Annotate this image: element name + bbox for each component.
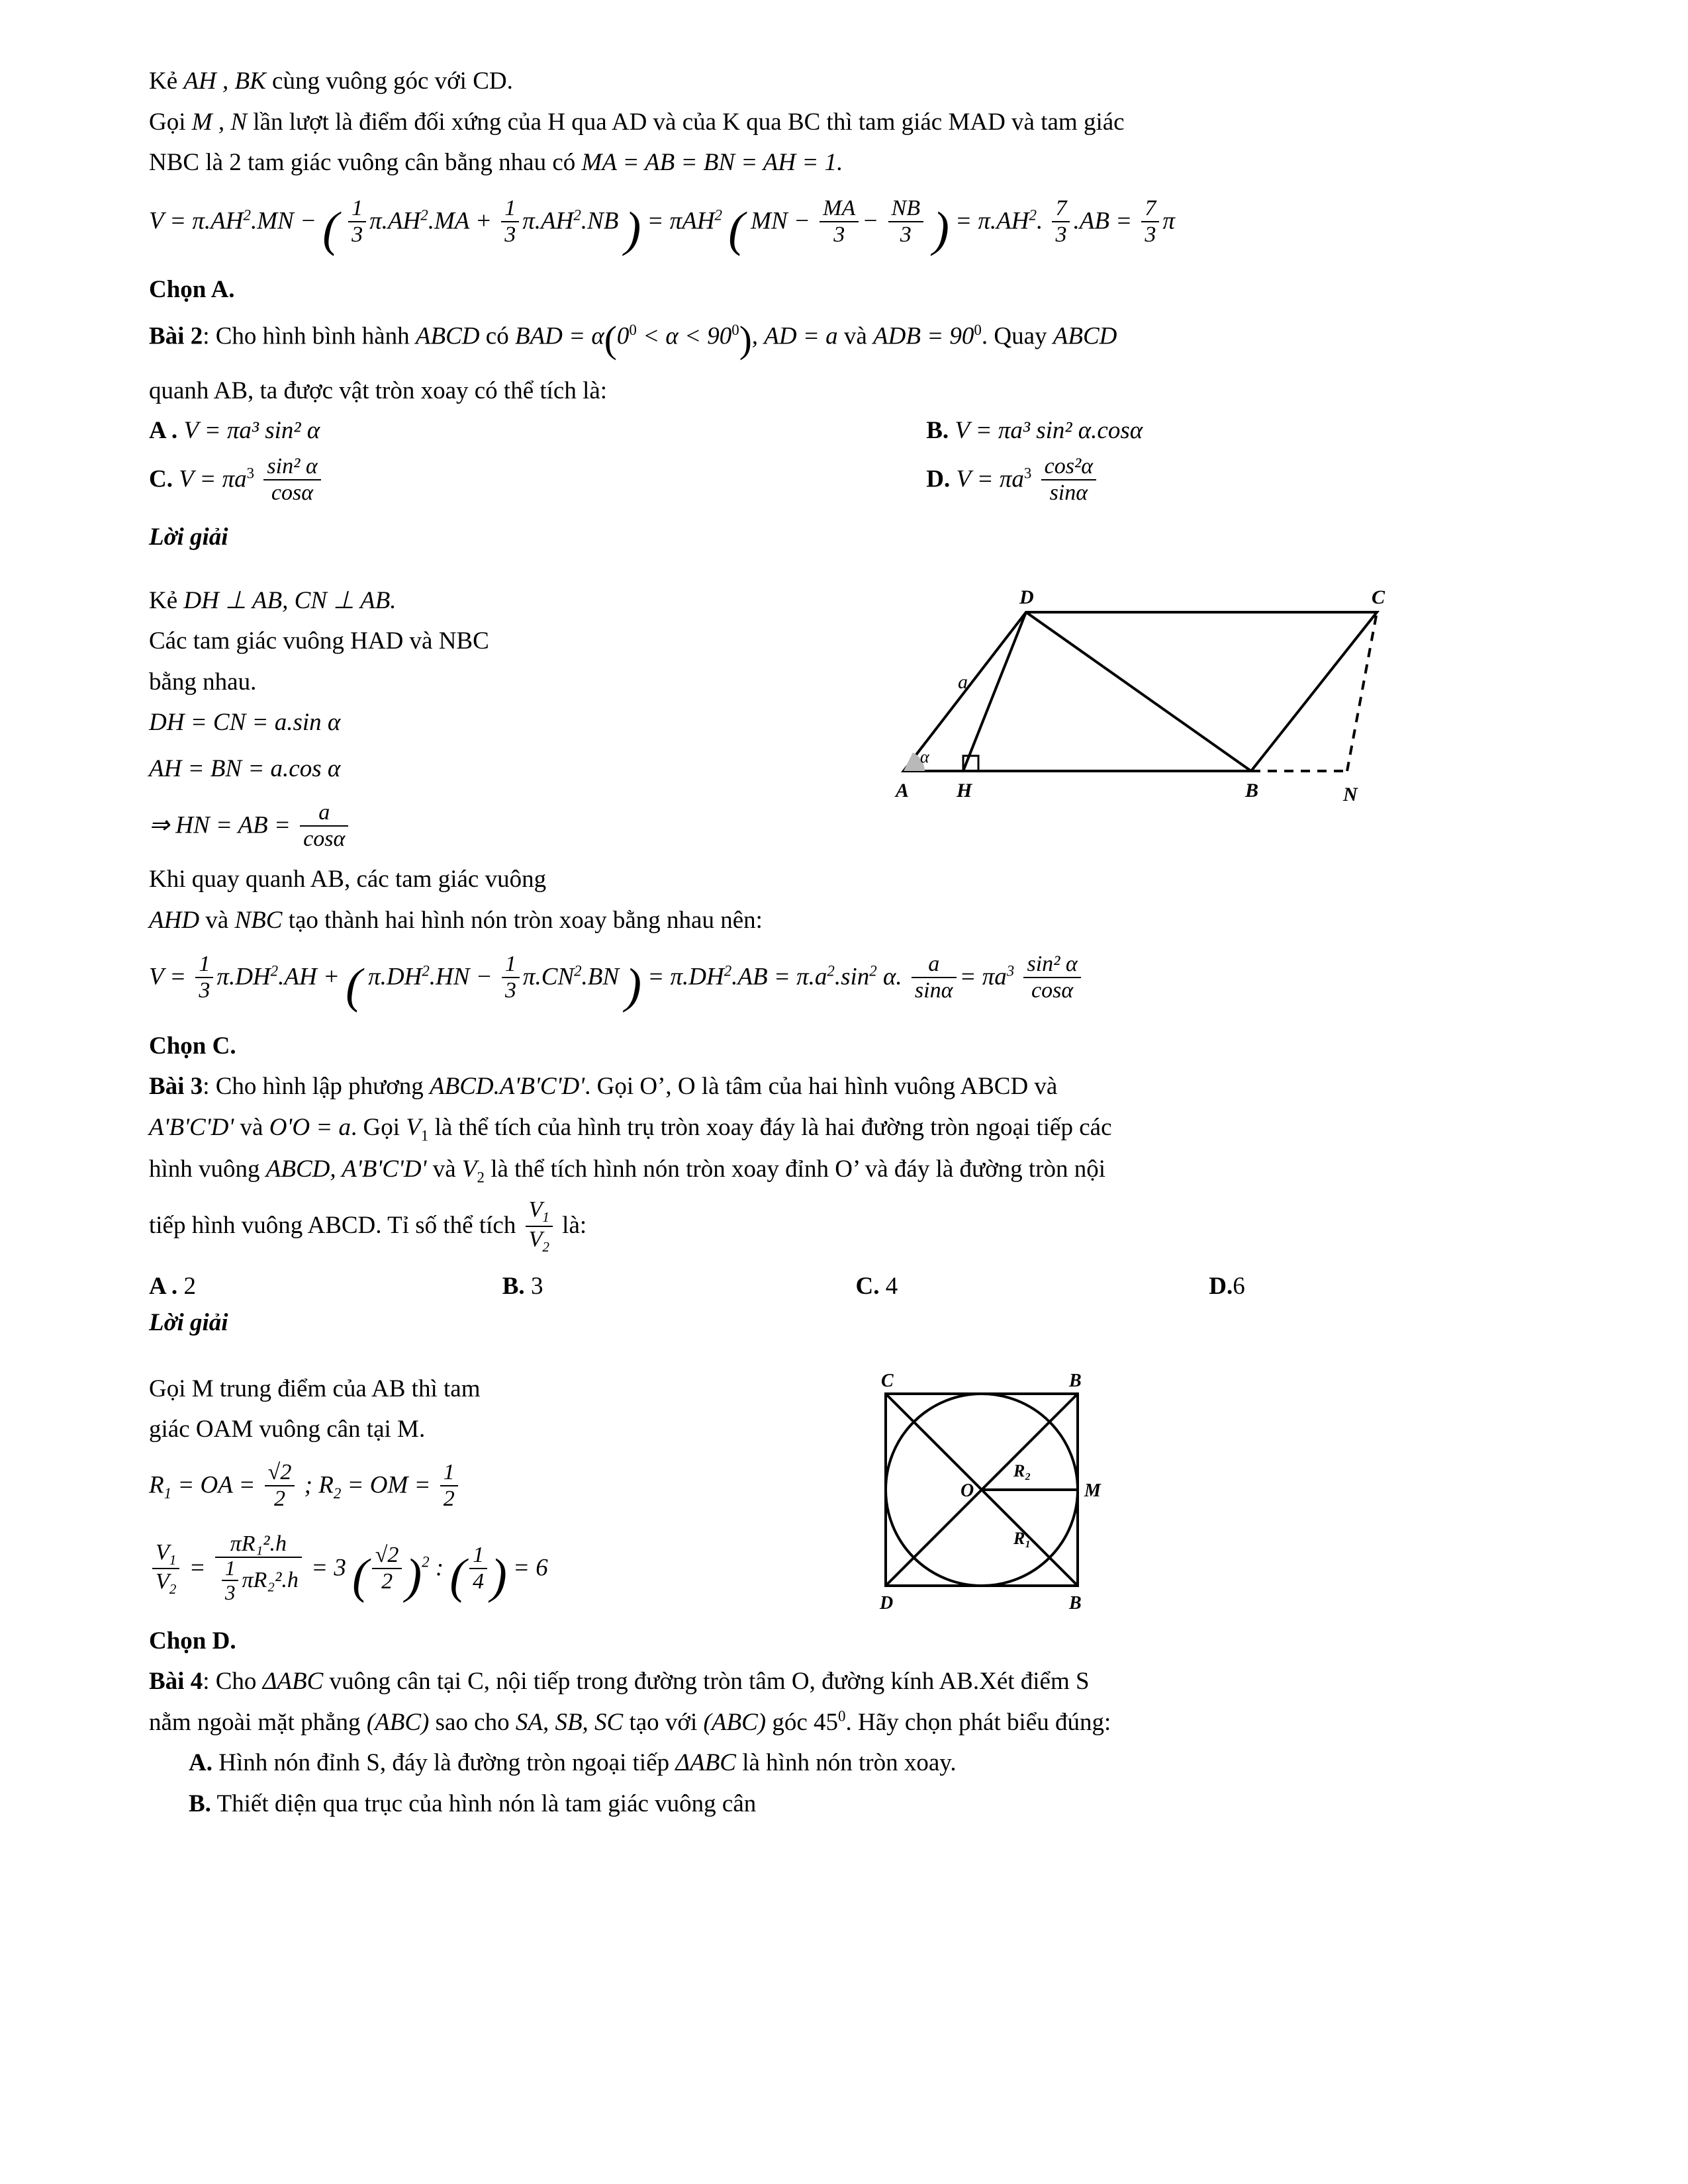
fig2-label-C: C	[880, 1370, 894, 1391]
sol3-big-frac: πR₁².h $\frac{1}{3}$ πR₂².h	[215, 1531, 302, 1606]
bai2-statement: Bài 2: Cho hình bình hành ABCD có BAD = $\alpha(0^0 < \alpha < 90^0)$, AD = a và ADB = $90^0$. Quay ABCD	[149, 319, 1117, 361]
choose-d: Chọn D.	[149, 1627, 236, 1655]
intro-line-1-math: AH , BK	[183, 68, 266, 95]
bai2-c-frac: $\frac{\text{sin² α}}{\cos\alpha}$	[263, 454, 320, 506]
intro-line-3-math: MA = AB = BN = AH = 1.	[581, 149, 843, 176]
intro-line-1-post: cùng vuông góc với CD.	[265, 68, 513, 95]
eq1-paren-open: (	[322, 203, 339, 257]
sol2-frac-a-cos: $\frac{a}{\cos\alpha}$	[300, 800, 348, 852]
eq1-pi: π	[1162, 207, 1175, 235]
bai4-statement-1: Bài 4: Cho ΔABC vuông cân tại C, nội tiếp trong đường tròn tâm O, đường kính AB.Xét điểm S	[149, 1668, 1090, 1696]
intro-line-2-math: M , N	[191, 108, 247, 136]
bai2-choices-ab	[149, 416, 1562, 445]
sol2-line-4: DH = CN = a.sin α	[149, 709, 341, 737]
solution-3-block	[149, 1371, 1562, 1619]
sol3-vratio: $\frac{V_1}{V_2}$	[152, 1540, 179, 1598]
bai4-statement-2: nằm ngoài mặt phẳng (ABC) sao cho SA, SB, SC tạo với (ABC) góc $45^0$. Hãy chọn phát biểu đúng:	[149, 1707, 1111, 1736]
bai3-choice-d[interactable]: D.6	[1209, 1273, 1245, 1300]
fig1-label-A: A	[896, 779, 910, 801]
fig1-label-N: N	[1343, 783, 1358, 805]
equation-volume-1: $V = \pi.AH^2.MN$ − ( $\frac{1}{3}$ $\pi.AH^2.MA$ + $\frac{1}{3}$ $\pi.AH^2.NB$ ) = πAH$^2$ ( MN − $\frac{MA}{3}$ − $\frac{NB}{3}$ ) = $\pi.AH^2$. $\frac{7}{3}$ .AB = $\frac{7}{3}$ π	[149, 197, 1562, 259]
sol2-line-2: Các tam giác vuông HAD và NBC	[149, 627, 489, 655]
fig1-label-H: H	[957, 779, 972, 801]
sol2-line-3: bằng nhau.	[149, 668, 257, 696]
bai2-choices-cd	[149, 455, 1562, 507]
equation-volume-2: V = $\frac{1}{3}$ $\pi.DH^2.AH$ + ( $\pi.DH^2.HN$ − $\frac{1}{3}$ $\pi.CN^2.BN$ ) = $\pi.DH^2.AB = \pi.a^2.\sin^2$ α. $\frac{a}{\sin\alpha}$ = $\pi a^3$ $\frac{\text{sin² α}}{\cos\alpha}$	[149, 953, 1562, 1015]
solution-3-text	[149, 1371, 856, 1618]
loigiai-3: Lời giải	[149, 1309, 228, 1337]
fig1-label-B: B	[1245, 779, 1259, 801]
sol2-line-6: ⇒ HN = AB = $\frac{a}{\cos\alpha}$	[149, 801, 884, 853]
fig2-label-O: O	[960, 1480, 974, 1501]
eq1-frac-third-1: $\frac{1}{3}$	[348, 196, 366, 248]
eq1-tail1: = π.AH	[955, 207, 1029, 235]
sol3-frac-sqrt2-2: $\frac{√2}{2}$	[372, 1543, 402, 1594]
eq1-frac-nb: $\frac{NB}{3}$	[888, 196, 924, 248]
fig2-label-B-top: B	[1068, 1370, 1082, 1391]
bai2-label: Bài 2	[149, 322, 203, 350]
bai3-statement-2: A'B'C'D' và O'O = a. Gọi $V_1$ là thể tích của hình trụ tròn xoay đáy là hai đường tròn ngoại tiếp các	[149, 1113, 1112, 1144]
bai3-choices	[149, 1272, 1562, 1300]
fig2-label-B-bottom: B	[1068, 1592, 1082, 1614]
sol3-inner-third: $\frac{1}{3}$	[222, 1557, 239, 1604]
sol2-line-1: Kẻ DH ⊥ AB, CN ⊥ AB.	[149, 586, 397, 614]
sol3-frac-1-4: $\frac{1}{4}$	[469, 1543, 487, 1594]
figure-square-circle	[856, 1371, 1563, 1619]
bai3-choice-a[interactable]: A . 2	[149, 1273, 196, 1300]
bai2-choice-b[interactable]: B. V = πa³ sin² α.cosα	[926, 416, 1143, 444]
fig2-label-R2: R₂	[1013, 1461, 1031, 1480]
sol3-radii: $R_1$ = OA = $\frac{√2}{2}$ ; $R_2$ = OM = $\frac{1}{2}$	[149, 1461, 856, 1513]
bai2-choice-a[interactable]: A . V = πa³ sin² α	[149, 416, 320, 444]
intro-line-3	[149, 144, 1562, 181]
eq1-t1b: .MA +	[428, 207, 492, 235]
figure-2-svg	[856, 1371, 1134, 1615]
solution-2-text	[149, 582, 884, 858]
eq1-frac-third-2: $\frac{1}{3}$	[501, 196, 519, 248]
bai4-label: Bài 4	[149, 1668, 203, 1696]
fig1-label-D: D	[1019, 588, 1034, 608]
bai4-choice-a[interactable]: A. Hình nón đỉnh S, đáy là đường tròn ngoại tiếp ΔABC là hình nón tròn xoay.	[189, 1749, 957, 1777]
bai3-choice-c[interactable]: C. 4	[855, 1273, 898, 1300]
intro-line-2	[149, 104, 1562, 141]
sol2-line-8: AHD và NBC tạo thành hai hình nón tròn xoay bằng nhau nên:	[149, 906, 763, 934]
figure-parallelogram	[884, 582, 1562, 811]
bai2-d-frac: $\frac{\text{cos²α}}{\sin\alpha}$	[1041, 454, 1096, 506]
intro-line-1-pre: Kẻ	[149, 68, 184, 95]
eq1-lhs: V = π.AH	[149, 207, 244, 235]
eq1-mn: .MN −	[250, 207, 316, 235]
fig2-label-R1: R₁	[1013, 1528, 1031, 1548]
intro-line-2-pre: Gọi	[149, 108, 192, 136]
eq1-frac-7-3: $\frac{7}{3}$	[1052, 196, 1070, 248]
eq1-lhs-exp: 2	[243, 206, 251, 223]
choose-a: Chọn A.	[149, 275, 235, 303]
intro-line-1	[149, 63, 1562, 100]
bai2-choice-c[interactable]: C. $V = \pi a^3$ $\frac{\text{sin² α}}{\cos\alpha}$	[149, 455, 926, 507]
bai3-ratio-frac: $\frac{V_1}{V_2}$	[526, 1197, 553, 1255]
fig2-label-D: D	[879, 1592, 893, 1614]
eq1-mid: = πAH	[647, 207, 715, 235]
fig1-label-alpha: α	[920, 747, 929, 766]
eq2-frac-sin2-cos: $\frac{\text{sin² α}}{\cos\alpha}$	[1023, 952, 1080, 1003]
figure-1-svg	[884, 589, 1400, 807]
bai2-statement-2: quanh AB, ta được vật tròn xoay có thể tích là:	[149, 377, 608, 405]
sol3-frac-r2: $\frac{1}{2}$	[440, 1460, 458, 1512]
eq1-t1a: π.AH	[369, 207, 421, 235]
bai2-choice-d[interactable]: D. $V = \pi a^3$ $\frac{\text{cos²α}}{\sin\alpha}$	[926, 455, 1100, 507]
sol2-line-7: Khi quay quanh AB, các tam giác vuông	[149, 866, 547, 893]
eq1-ab: .AB =	[1073, 207, 1133, 235]
eq2-frac-1-3: $\frac{1}{3}$	[195, 952, 213, 1003]
eq1-frac-ma: $\frac{MA}{3}$	[820, 196, 859, 248]
sol3-line-1: Gọi M trung điểm của AB thì tam	[149, 1375, 481, 1402]
fig2-label-M: M	[1084, 1480, 1101, 1501]
eq1-paren2-open: (	[728, 203, 745, 257]
solution-2-block	[149, 582, 1562, 858]
bai3-statement-3: hình vuông ABCD, A'B'C'D' và $V_2$ là thể tích hình nón tròn xoay đỉnh O’ và đáy là đường tròn nội	[149, 1156, 1106, 1186]
eq1-inner-mn: MN −	[751, 207, 810, 235]
intro-line-3-pre: NBC là 2 tam giác vuông cân bằng nhau có	[149, 149, 582, 176]
intro-line-2-post: lần lượt là điểm đối xứng của H qua AD và của K qua BC thì tam giác MAD và tam giác	[247, 108, 1125, 136]
bai3-choice-b[interactable]: B. 3	[502, 1273, 543, 1300]
eq1-paren-close: )	[624, 203, 641, 257]
eq1-t2b: .NB	[581, 207, 619, 235]
bai4-choice-b[interactable]: B. Thiết diện qua trục của hình nón là tam giác vuông cân	[189, 1790, 757, 1817]
bai3-statement-4: tiếp hình vuông ABCD. Tỉ số thể tích $\frac{V_1}{V_2}$ là:	[149, 1197, 587, 1255]
sol3-line-2: giác OAM vuông cân tại M.	[149, 1416, 426, 1443]
eq2-frac-a-sin: $\frac{a}{\sin\alpha}$	[912, 952, 957, 1003]
choose-c: Chọn C.	[149, 1032, 236, 1060]
eq1-paren2-close: )	[933, 203, 949, 257]
sol3-frac-r1: $\frac{√2}{2}$	[265, 1460, 295, 1512]
fig1-label-C: C	[1372, 588, 1385, 608]
bai3-label: Bài 3	[149, 1073, 203, 1101]
eq2-frac-1-3b: $\frac{1}{3}$	[502, 952, 520, 1003]
bai3-statement-1: Bài 3: Cho hình lập phương ABCD.A'B'C'D'. Gọi O’, O là tâm của hai hình vuông ABCD và	[149, 1073, 1058, 1101]
sol2-line-5: AH = BN = a.cos α	[149, 754, 341, 782]
sol3-ratio-eq: $\frac{V_1}{V_2}$ = πR₁².h $\frac{1}{3}$ πR₂².h = 3 ( $\frac{√2}{2}$ )$^2$ : ( $\frac{1}{4}$ ) = 6	[149, 1533, 856, 1614]
eq1-t2a: π.AH	[522, 207, 574, 235]
fig1-label-a: a	[958, 670, 968, 693]
loigiai-2: Lời giải	[149, 523, 228, 551]
eq1-frac-7-3b: $\frac{7}{3}$	[1141, 196, 1159, 248]
